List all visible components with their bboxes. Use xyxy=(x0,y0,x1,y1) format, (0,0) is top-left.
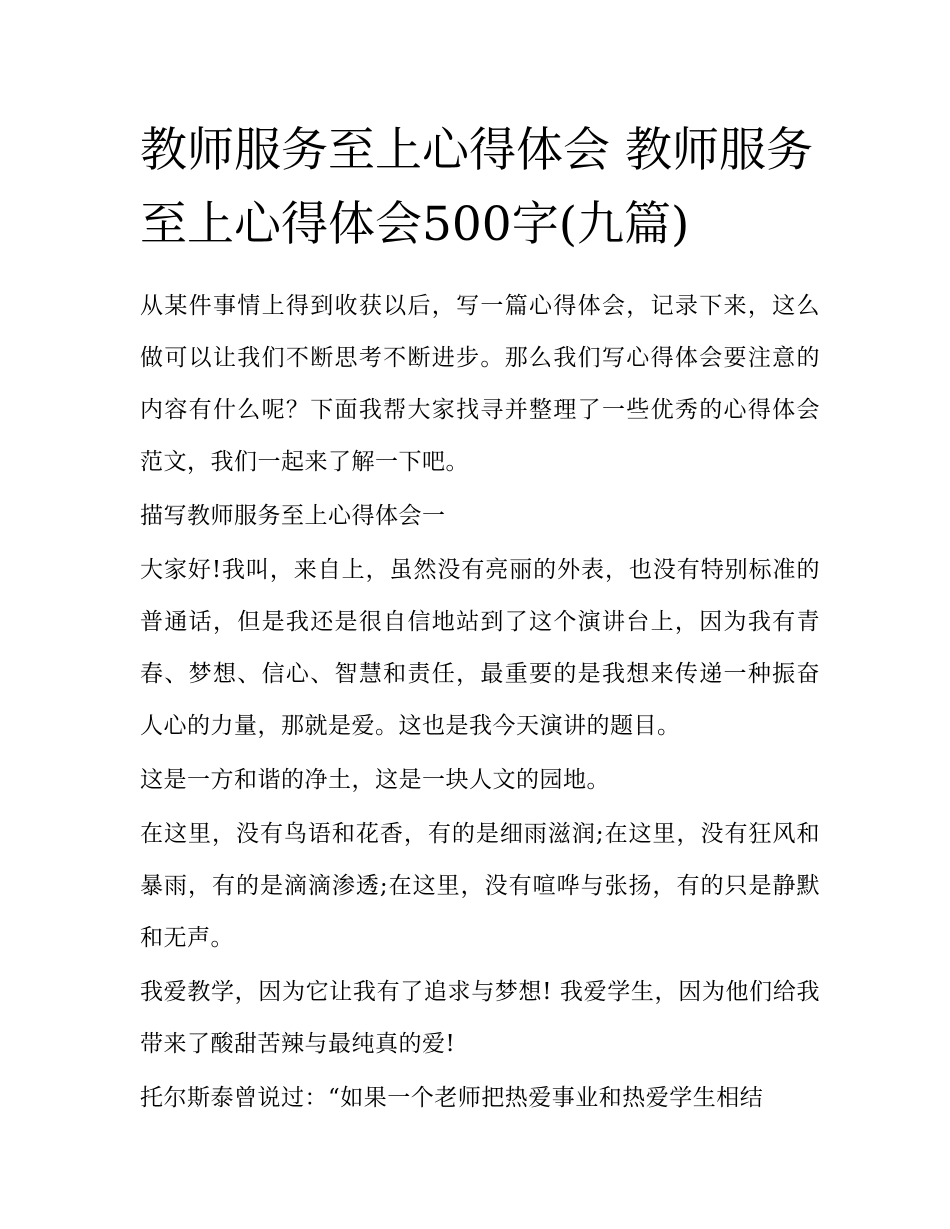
paragraph: 托尔斯泰曾说过：“如果一个老师把热爱事业和热爱学生相结 xyxy=(140,1085,764,1111)
paragraph-intro: 从某件事情上得到收获以后，写一篇心得体会，记录下来，这么做可以让我们不断思考不断进步。那么我们写心得体会要注意的内容有什么呢？下面我帮大家找寻并整理了一些优秀的心得体会范文，我们一起来了解一下吧。 xyxy=(140,293,820,475)
paragraph: 在这里，没有鸟语和花香，有的是细雨滋润;在这里，没有狂风和暴雨，有的是滴滴渗透;在这里，没有喧哗与张扬，有的只是静默和无声。 xyxy=(140,821,820,951)
document-title: 教师服务至上心得体会 教师服务至上心得体会500字(九篇) xyxy=(140,123,813,252)
section-heading: 描写教师服务至上心得体会一 xyxy=(140,503,446,529)
paragraph: 这是一方和谐的净土，这是一块人文的园地。 xyxy=(140,767,610,793)
paragraph: 大家好!我叫，来自上，虽然没有亮丽的外表，也没有特别标准的普通话，但是我还是很自信地站到了这个演讲台上，因为我有青春、梦想、信心、智慧和责任，最重要的是我想来传递一种振奋人心的力量，那就是爱。这也是我今天演讲的题目。 xyxy=(140,557,820,739)
document-body xyxy=(140,114,820,1126)
paragraph: 我爱教学，因为它让我有了追求与梦想! 我爱学生，因为他们给我带来了酸甜苦辣与最纯真的爱! xyxy=(140,979,820,1057)
